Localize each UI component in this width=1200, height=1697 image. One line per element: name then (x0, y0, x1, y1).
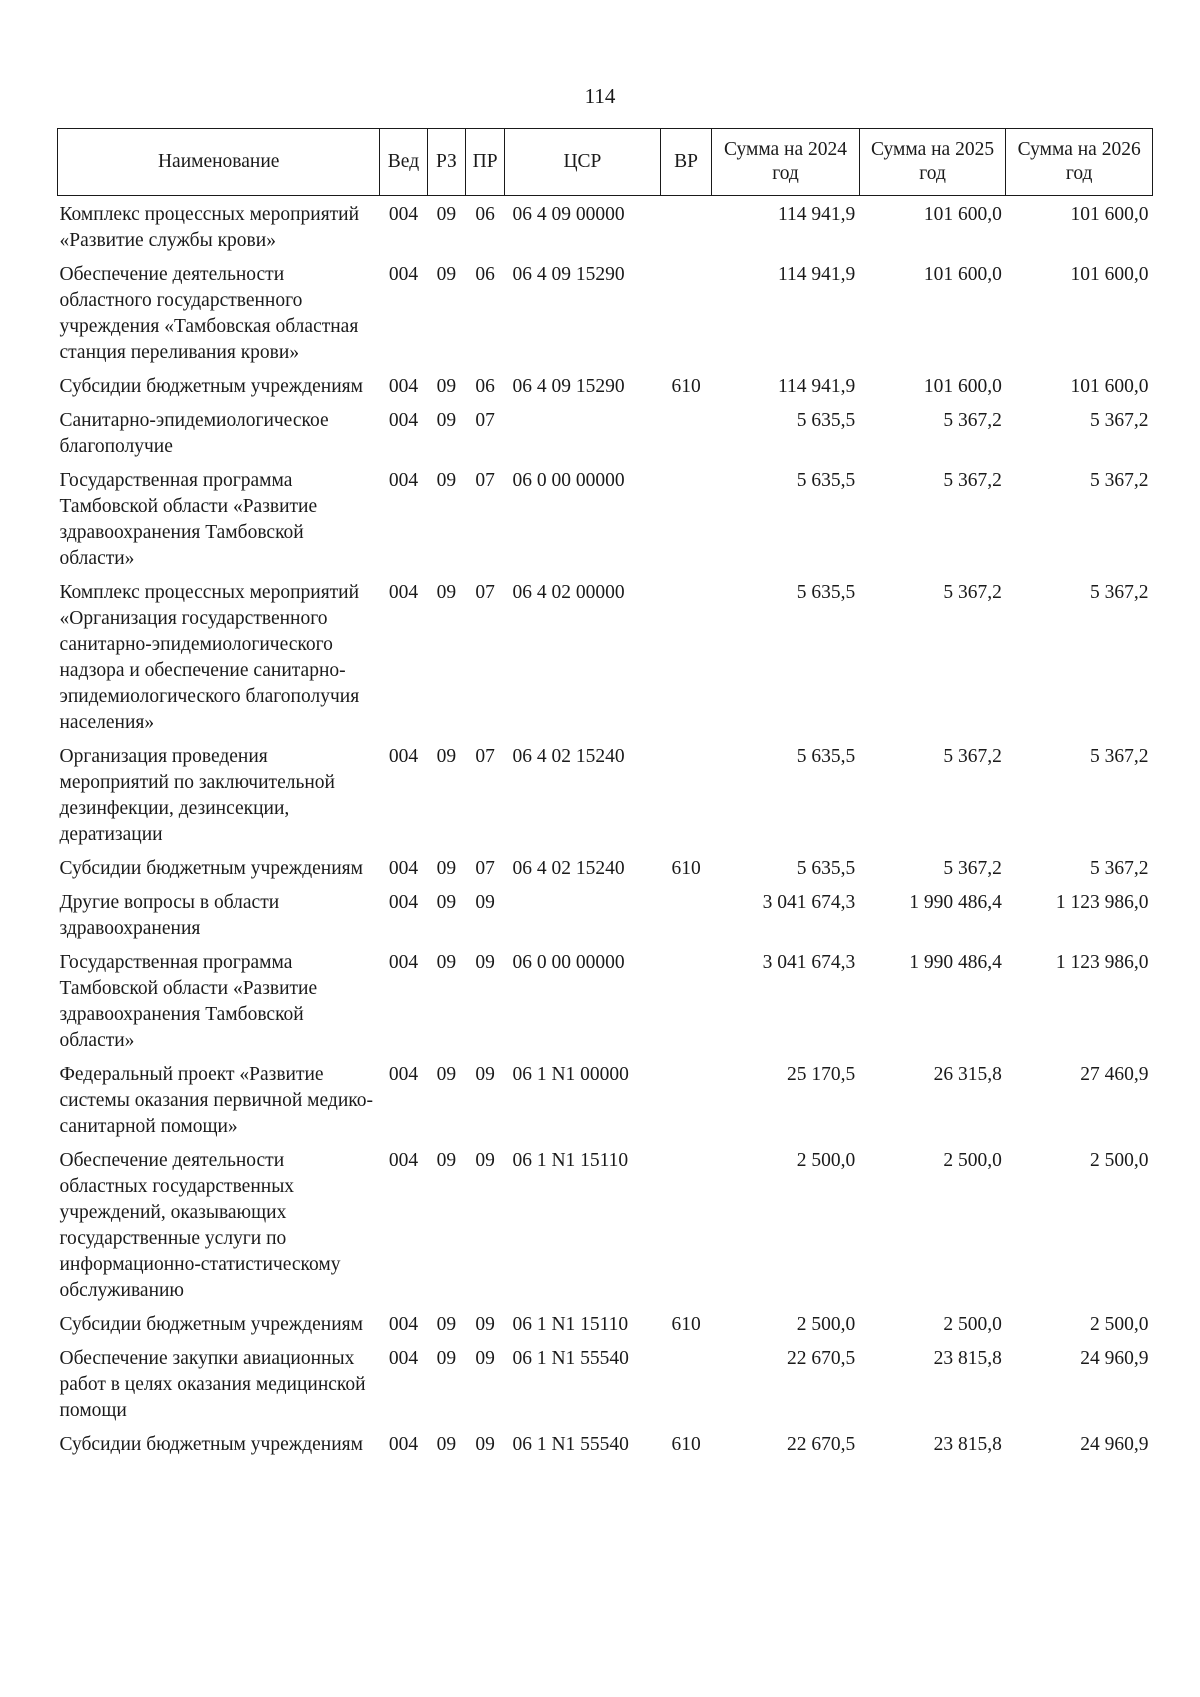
cell-rz: 09 (436, 264, 457, 285)
cell-sum-2026: 101 600,0 (1070, 264, 1149, 285)
cell-name: Федеральный проект «Развитие системы оказания первичной медико-санитарной помощи» (59, 1064, 374, 1137)
header-csr: ЦСР (504, 129, 660, 196)
table-row (58, 744, 1153, 856)
cell-vr (660, 580, 711, 744)
cell-csr: 06 4 09 15290 (512, 376, 625, 397)
cell-vr: 610 (671, 858, 701, 879)
table-row (58, 408, 1153, 468)
cell-sum-2026: 1 123 986,0 (1055, 952, 1149, 973)
cell-name: Обеспечение закупки авиационных работ в целях оказания медицинской помощи (59, 1348, 366, 1421)
cell-ved: 004 (388, 410, 419, 431)
cell-sum-2026: 5 367,2 (1090, 470, 1149, 491)
cell-ved: 004 (388, 1314, 419, 1335)
cell-rz: 09 (436, 1150, 457, 1171)
cell-csr: 06 1 N1 15110 (512, 1314, 629, 1335)
cell-vr (660, 408, 711, 468)
cell-vr (660, 890, 711, 950)
cell-ved: 004 (388, 470, 419, 491)
cell-csr (504, 408, 660, 468)
cell-csr: 06 4 02 00000 (512, 582, 625, 603)
cell-rz: 09 (436, 952, 457, 973)
cell-sum-2024: 22 670,5 (787, 1348, 856, 1369)
header-name: Наименование (58, 129, 380, 196)
cell-sum-2025: 5 367,2 (943, 858, 1002, 879)
page-number: 114 (584, 84, 616, 108)
cell-sum-2025: 1 990 486,4 (909, 892, 1002, 913)
cell-sum-2025: 5 367,2 (943, 470, 1002, 491)
cell-rz: 09 (436, 1434, 457, 1455)
cell-csr: 06 1 N1 00000 (512, 1064, 629, 1085)
table-row (58, 1062, 1153, 1148)
cell-sum-2026: 5 367,2 (1090, 746, 1149, 767)
cell-sum-2025: 26 315,8 (933, 1064, 1002, 1085)
cell-sum-2025: 101 600,0 (923, 376, 1002, 397)
cell-pr: 09 (475, 952, 495, 973)
table-row (58, 374, 1153, 408)
cell-pr: 07 (475, 410, 495, 431)
cell-sum-2025: 2 500,0 (943, 1314, 1002, 1335)
cell-pr: 07 (475, 470, 495, 491)
cell-sum-2024: 114 941,9 (778, 264, 856, 285)
cell-sum-2024: 22 670,5 (787, 1434, 856, 1455)
cell-vr: 610 (671, 376, 701, 397)
cell-sum-2025: 5 367,2 (943, 582, 1002, 603)
cell-name: Государственная программа Тамбовской области «Развитие здравоохранения Тамбовской области» (59, 952, 318, 1051)
table-row (58, 1148, 1153, 1312)
table-row (58, 1346, 1153, 1432)
cell-sum-2024: 2 500,0 (796, 1314, 856, 1335)
cell-sum-2025: 23 815,8 (933, 1434, 1002, 1455)
cell-csr: 06 4 02 15240 (512, 858, 625, 879)
cell-csr: 06 0 00 00000 (512, 470, 625, 491)
cell-sum-2026: 27 460,9 (1080, 1064, 1149, 1085)
cell-vr (660, 744, 711, 856)
budget-table (57, 128, 1153, 1466)
cell-rz: 09 (436, 582, 457, 603)
cell-sum-2026: 24 960,9 (1080, 1348, 1149, 1369)
cell-rz: 09 (436, 204, 457, 225)
cell-sum-2024: 3 041 674,3 (762, 952, 856, 973)
cell-vr (660, 1148, 711, 1312)
cell-sum-2026: 101 600,0 (1070, 204, 1149, 225)
cell-pr: 09 (475, 1434, 495, 1455)
cell-sum-2026: 2 500,0 (1090, 1150, 1149, 1171)
cell-vr (660, 468, 711, 580)
cell-ved: 004 (388, 892, 419, 913)
cell-sum-2026: 5 367,2 (1090, 582, 1149, 603)
table-row (58, 580, 1153, 744)
cell-pr: 06 (475, 264, 495, 285)
cell-sum-2026: 101 600,0 (1070, 376, 1149, 397)
cell-sum-2026: 1 123 986,0 (1055, 892, 1149, 913)
cell-sum-2024: 5 635,5 (796, 858, 856, 879)
cell-sum-2024: 5 635,5 (796, 582, 856, 603)
cell-pr: 06 (475, 376, 495, 397)
cell-ved: 004 (388, 376, 419, 397)
cell-sum-2025: 5 367,2 (943, 410, 1002, 431)
cell-csr: 06 4 09 00000 (512, 204, 625, 225)
cell-sum-2024: 114 941,9 (778, 204, 856, 225)
cell-name: Субсидии бюджетным учреждениям (59, 376, 363, 397)
table-row (58, 262, 1153, 374)
cell-name: Санитарно-эпидемиологическое благополучие (59, 410, 329, 457)
cell-ved: 004 (388, 264, 419, 285)
header-vr: ВР (660, 129, 711, 196)
cell-name: Обеспечение деятельности областного государственного учреждения «Тамбовская областная станция переливания крови» (59, 264, 359, 363)
cell-vr (660, 262, 711, 374)
table-header-row (58, 129, 1153, 196)
cell-vr: 610 (671, 1434, 701, 1455)
cell-rz: 09 (436, 1064, 457, 1085)
cell-name: Субсидии бюджетным учреждениям (59, 1314, 363, 1335)
cell-rz: 09 (436, 746, 457, 767)
cell-sum-2024: 5 635,5 (796, 410, 856, 431)
table-row (58, 890, 1153, 950)
cell-csr (504, 890, 660, 950)
cell-ved: 004 (388, 952, 419, 973)
cell-ved: 004 (388, 1348, 419, 1369)
table-row (58, 468, 1153, 580)
cell-ved: 004 (388, 1064, 419, 1085)
header-sum-2025: Сумма на 2025 год (859, 129, 1006, 196)
cell-ved: 004 (388, 1434, 419, 1455)
cell-ved: 004 (388, 582, 419, 603)
cell-ved: 004 (388, 858, 419, 879)
cell-rz: 09 (436, 1348, 457, 1369)
cell-sum-2024: 114 941,9 (778, 376, 856, 397)
cell-name: Субсидии бюджетным учреждениям (59, 1434, 363, 1455)
cell-csr: 06 1 N1 55540 (512, 1348, 629, 1369)
cell-pr: 09 (475, 1314, 495, 1335)
cell-sum-2025: 101 600,0 (923, 204, 1002, 225)
header-pr: ПР (466, 129, 505, 196)
cell-pr: 07 (475, 858, 495, 879)
cell-pr: 09 (475, 1150, 495, 1171)
cell-rz: 09 (436, 470, 457, 491)
cell-csr: 06 1 N1 55540 (512, 1434, 629, 1455)
table-row (58, 196, 1153, 263)
cell-sum-2026: 2 500,0 (1090, 1314, 1149, 1335)
cell-sum-2025: 23 815,8 (933, 1348, 1002, 1369)
table-body (58, 196, 1153, 1467)
cell-csr: 06 1 N1 15110 (512, 1150, 629, 1171)
cell-vr (660, 1062, 711, 1148)
cell-sum-2024: 25 170,5 (787, 1064, 856, 1085)
cell-vr (660, 196, 711, 263)
cell-pr: 09 (475, 1348, 495, 1369)
cell-name: Организация проведения мероприятий по заключительной дезинфекции, дезинсекции, дератизации (59, 746, 335, 845)
header-rz: РЗ (427, 129, 466, 196)
cell-rz: 09 (436, 410, 457, 431)
cell-sum-2025: 101 600,0 (923, 264, 1002, 285)
cell-pr: 09 (475, 1064, 495, 1085)
cell-csr: 06 4 02 15240 (512, 746, 625, 767)
table-row (58, 1432, 1153, 1466)
cell-csr: 06 0 00 00000 (512, 952, 625, 973)
cell-rz: 09 (436, 376, 457, 397)
cell-name: Государственная программа Тамбовской области «Развитие здравоохранения Тамбовской области» (59, 470, 318, 569)
cell-sum-2025: 2 500,0 (943, 1150, 1002, 1171)
cell-sum-2024: 3 041 674,3 (762, 892, 856, 913)
cell-ved: 004 (388, 1150, 419, 1171)
cell-ved: 004 (388, 204, 419, 225)
cell-rz: 09 (436, 1314, 457, 1335)
cell-name: Комплекс процессных мероприятий «Организация государственного санитарно-эпидемиологического надзора и обеспечение санитарно-эпидемиологического благополучия населения» (59, 582, 360, 733)
cell-sum-2025: 1 990 486,4 (909, 952, 1002, 973)
table-row (58, 856, 1153, 890)
cell-sum-2024: 5 635,5 (796, 746, 856, 767)
header-sum-2026: Сумма на 2026 год (1006, 129, 1153, 196)
table-row (58, 1312, 1153, 1346)
cell-name: Субсидии бюджетным учреждениям (59, 858, 363, 879)
cell-pr: 09 (475, 892, 495, 913)
cell-vr (660, 1346, 711, 1432)
cell-sum-2026: 24 960,9 (1080, 1434, 1149, 1455)
cell-sum-2026: 5 367,2 (1090, 858, 1149, 879)
cell-sum-2024: 2 500,0 (796, 1150, 856, 1171)
cell-sum-2025: 5 367,2 (943, 746, 1002, 767)
cell-csr: 06 4 09 15290 (512, 264, 625, 285)
header-ved: Вед (380, 129, 427, 196)
header-sum-2024: Сумма на 2024 год (712, 129, 860, 196)
cell-sum-2026: 5 367,2 (1090, 410, 1149, 431)
cell-name: Другие вопросы в области здравоохранения (59, 892, 280, 939)
cell-pr: 06 (475, 204, 495, 225)
cell-vr: 610 (671, 1314, 701, 1335)
cell-sum-2024: 5 635,5 (796, 470, 856, 491)
cell-vr (660, 950, 711, 1062)
cell-ved: 004 (388, 746, 419, 767)
cell-rz: 09 (436, 892, 457, 913)
table-row (58, 950, 1153, 1062)
cell-name: Обеспечение деятельности областных государственных учреждений, оказывающих государственные услуги по информационно-статистическому обслуживанию (59, 1150, 341, 1301)
cell-pr: 07 (475, 582, 495, 603)
cell-name: Комплекс процессных мероприятий «Развитие службы крови» (59, 204, 360, 251)
cell-pr: 07 (475, 746, 495, 767)
cell-rz: 09 (436, 858, 457, 879)
